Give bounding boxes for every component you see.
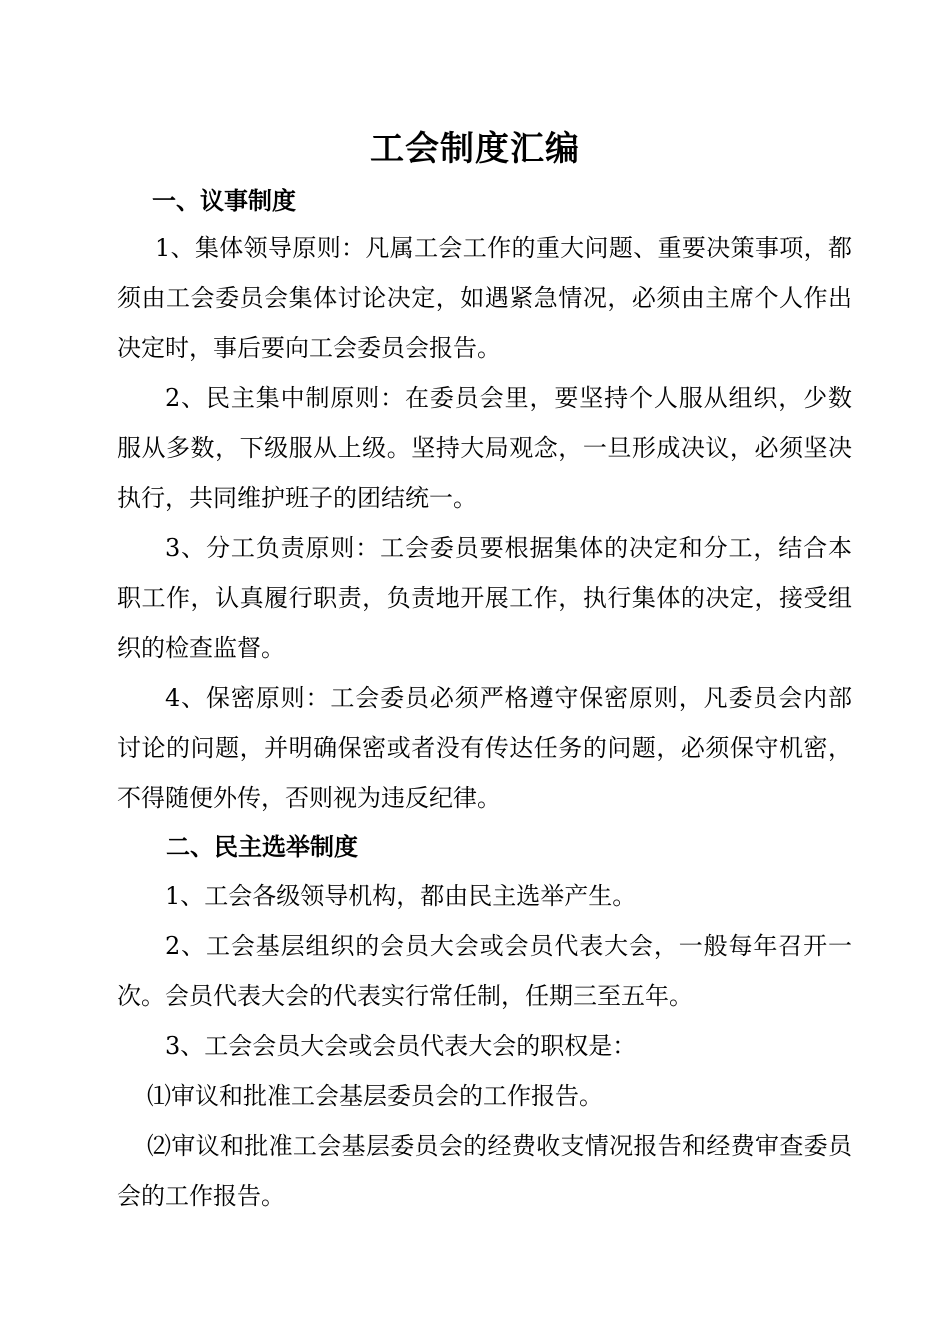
paragraph: 3、工会会员大会或会员代表大会的职权是： xyxy=(165,1032,637,1060)
paragraph: 3、分工负责原则：工会委员要根据集体的决定和分工，结合本职工作，认真履行职责，负责地开展工作，执行集体的决定，接受组织的检查监督。 xyxy=(117,534,852,662)
paragraph: 2、民主集中制原则：在委员会里，要坚持个人服从组织，少数服从多数，下级服从上级。坚持大局观念，一旦形成决议，必须坚决执行，共同维护班子的团结统一。 xyxy=(117,384,852,512)
paragraph: 2、工会基层组织的会员大会或会员代表大会，一般每年召开一次。会员代表大会的代表实行常任制，任期三至五年。 xyxy=(117,932,852,1010)
paragraph: ⑵审议和批准工会基层委员会的经费收支情况报告和经费审查委员会的工作报告。 xyxy=(117,1132,852,1210)
section-heading-1: 一、议事制度 xyxy=(152,186,296,215)
paragraph: 1、工会各级领导机构，都由民主选举产生。 xyxy=(165,882,637,910)
paragraph: 1、集体领导原则：凡属工会工作的重大问题、重要决策事项，都须由工会委员会集体讨论决定，如遇紧急情况，必须由主席个人作出决定时，事后要向工会委员会报告。 xyxy=(117,234,852,362)
paragraph: 4、保密原则：工会委员必须严格遵守保密原则，凡委员会内部讨论的问题，并明确保密或者没有传达任务的问题，必须保守机密，不得随便外传，否则视为违反纪律。 xyxy=(117,684,852,812)
document-title: 工会制度汇编 xyxy=(370,129,580,169)
paragraph: ⑴审议和批准工会基层委员会的工作报告。 xyxy=(147,1082,603,1110)
section-heading-2: 二、民主选举制度 xyxy=(166,832,358,861)
